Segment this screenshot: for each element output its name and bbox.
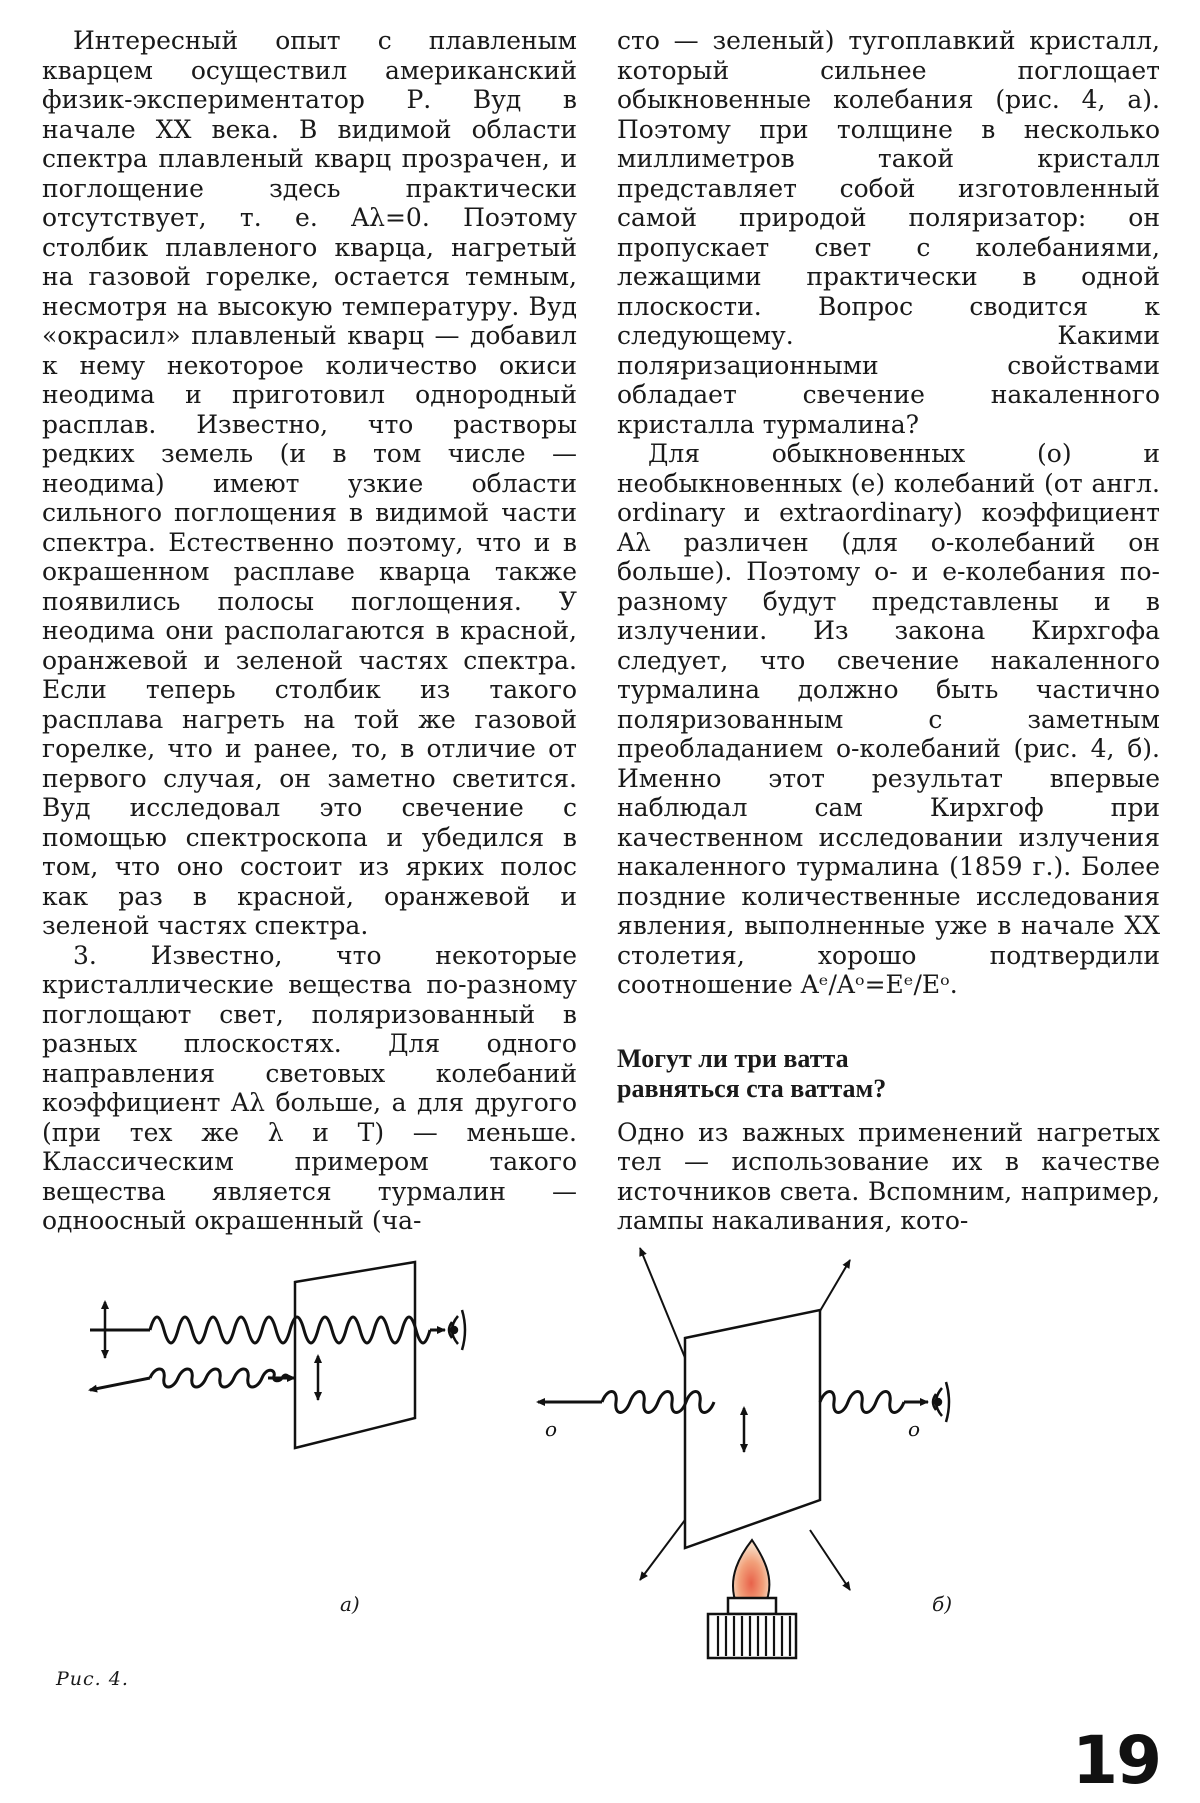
label-o-right: o (908, 1417, 921, 1441)
heated-tourmaline-plate (685, 1310, 820, 1548)
label-o-left: o (545, 1417, 558, 1441)
figure-label-a: а) (340, 1592, 360, 1616)
figure-caption: Рис. 4. (56, 1668, 129, 1690)
text-column-right (617, 26, 1160, 1236)
radiation-arrow-bottom-left (640, 1520, 685, 1580)
paragraph-tourmaline-continued: сто — зеленый) тугоплавкий кристалл, который сильнее поглощает обыкновенные колебания (рис. 4, а). Поэтому при толщине в несколько миллиметров такой кристалл представляет собой изготовленный самой природой поляризатор: он пропускает свет с колебаниями, лежащими практически в одной плоскости. Вопрос сводится к следующему. Какими поляризационными свойствами обладает свечение накаленного кристалла турмалина? (617, 26, 1160, 439)
lower-wave-o (90, 1369, 295, 1390)
radiation-arrow-top-left (640, 1248, 688, 1365)
paragraph-light-sources: Одно из важных применений нагретых тел — использование их в качестве источников света. Вспомним, например, лампы накаливания, кото- (617, 1117, 1160, 1235)
paragraph-wood-experiment: Интересный опыт с плавленым кварцем осуществил американский физик-экспериментатор Р. Вуд в начале XX века. В видимой области спектра плавленый кварц прозрачен, и поглощение здесь практически отсутствует, т. е. Aλ=0. Поэтому столбик плавленого кварца, нагретый на газовой горелке, остается темным, несмотря на высокую температуру. Вуд «окрасил» плавленый кварц — добавил к нему некоторое количество окиси неодима и приготовил однородный расплав. Известно, что растворы редких земель (и в том числе — неодима) имеют узкие области сильного поглощения в видимой части спектра. Естественно поэтому, что и в окрашенном расплаве кварца также появились полосы поглощения. У неодима они располагаются в красной, оранжевой и зеленой частях спектра. Если теперь столбик из такого расплава нагреть на той же газовой горелке, что и ранее, то, в отличие от первого случая, он заметно светится. Вуд исследовал это свечение с помощью спектроскопа и убедился в том, что оно состоит из ярких полос как раз в красной, оранжевой и зеленой частях спектра. (42, 26, 577, 940)
page-number: 19 (1072, 1722, 1160, 1799)
section-heading-line-1: Могут ли три ватта (617, 1043, 849, 1073)
section-heading (617, 1044, 1160, 1104)
gas-burner (708, 1598, 796, 1658)
section-heading-line-2: равняться ста ваттам? (617, 1073, 887, 1103)
eye-icon (449, 1310, 465, 1350)
burner-flame (733, 1540, 769, 1607)
paragraph-tourmaline-intro: 3. Известно, что некоторые кристаллические вещества по-разному поглощают свет, поляризованный в разных плоскостях. Для одного направления световых колебаний коэффициент Aλ больше, а для другого (при тех же λ и T) — меньше. Классическим примером такого вещества является турмалин — одноосный окрашенный (ча- (42, 940, 577, 1235)
wave-o-right (820, 1392, 928, 1413)
figure-4b-heated-tourmaline (545, 1290, 1110, 1660)
tourmaline-plate (295, 1262, 415, 1448)
paragraph-kirchhoff: Для обыкновенных (о) и необыкновенных (е) колебаний (от англ. ordinary и extraordinary) коэффициент Aλ различен (для о-колебаний он больше). Поэтому о- и е-колебания по-разному будут представлены и в излучении. Из закона Кирхгофа следует, что свечение накаленного турмалина должно быть частично поляризованным с заметным преобладанием о-колебаний (рис. 4, б). Именно этот результат впервые наблюдал сам Кирхгоф при качественном исследовании излучения накаленного турмалина (1859 г.). Более поздние количественные исследования явления, выполненные уже в начале XX столетия, хорошо подтвердили соотношение Aᵉ/Aᵒ=Eᵉ/Eᵒ. (617, 439, 1160, 999)
text-column-left (42, 26, 577, 1236)
figure-label-b: б) (932, 1592, 953, 1616)
figure-4a-polarizer-diagram (90, 1240, 560, 1490)
radiation-arrow-bottom-right (810, 1530, 850, 1590)
eye-icon (933, 1382, 949, 1422)
